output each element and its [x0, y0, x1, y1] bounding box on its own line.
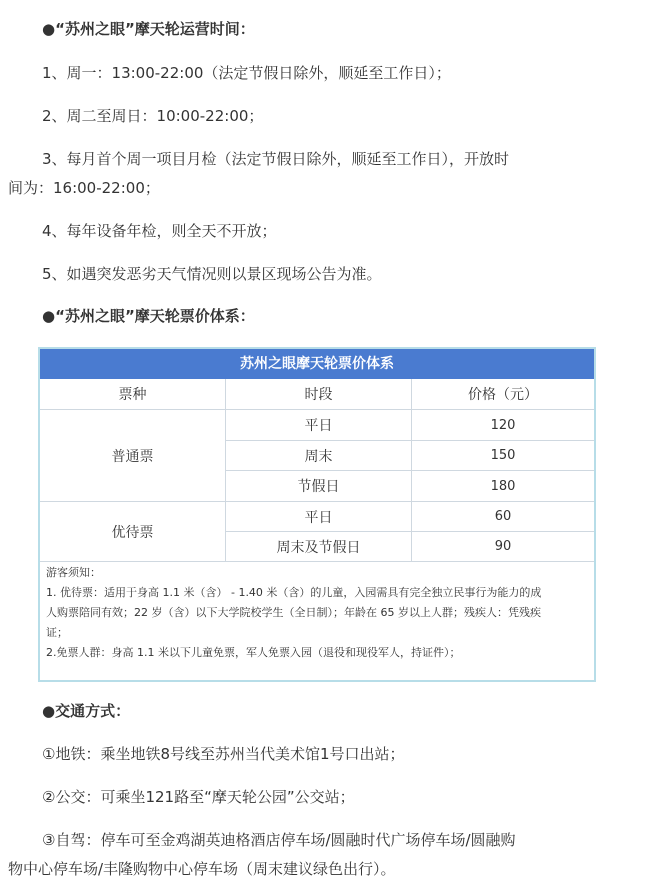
price-cell: 150 — [412, 441, 594, 471]
notes-line: 2.免票人群：身高 1.1 米以下儿童免票，军人免票入园（退役和现役军人，持证件）； — [46, 646, 461, 659]
hours-item-3-cont: 间为：16:00-22:00； — [8, 179, 160, 197]
ticket-type-regular: 普通票 — [40, 410, 226, 502]
section-heading-transport: ●交通方式： — [42, 702, 131, 720]
table-header-price: 价格（元） — [412, 379, 594, 410]
transport-item-bus: ②公交：可乘坐121路至“摩天轮公园”公交站； — [42, 788, 355, 806]
period-cell: 平日 — [226, 502, 412, 532]
transport-item-car-cont: 物中心停车场/丰隆购物中心停车场（周末建议绿色出行）。 — [8, 860, 396, 878]
table-header-period: 时段 — [226, 379, 412, 410]
ticket-price-table — [38, 347, 596, 682]
notes-line: 游客须知： — [46, 566, 101, 579]
section-heading-tickets: ●“苏州之眼”摩天轮票价体系： — [42, 307, 255, 325]
table-title: 苏州之眼摩天轮票价体系 — [40, 349, 594, 379]
period-cell: 节假日 — [226, 471, 412, 502]
notes-line: 1. 优待票：适用于身高 1.1 米（含） - 1.40 米（含）的儿童，入园需具有完全独立民事行为能力的成 — [46, 586, 542, 599]
notes-line: 证； — [46, 626, 68, 639]
price-cell: 120 — [412, 410, 594, 441]
transport-item-car: ③自驾：停车可至金鸡湖英迪格酒店停车场/圆融时代广场停车场/圆融购 — [42, 831, 516, 849]
price-cell: 90 — [412, 532, 594, 562]
notes-line: 人购票陪同有效；22 岁（含）以下大学院校学生（全日制）；年龄在 65 岁以上人群；残疾人：凭残疾 — [46, 606, 541, 619]
transport-item-metro: ①地铁：乘坐地铁8号线至苏州当代美术馆1号口出站； — [42, 745, 405, 763]
table-header-type: 票种 — [40, 379, 226, 410]
price-cell: 60 — [412, 502, 594, 532]
period-cell: 周末 — [226, 441, 412, 471]
period-cell: 周末及节假日 — [226, 532, 412, 562]
section-heading-hours: ●“苏州之眼”摩天轮运营时间： — [42, 20, 255, 38]
hours-item-1: 1、周一：13:00-22:00（法定节假日除外，顺延至工作日）； — [42, 64, 451, 82]
price-cell: 180 — [412, 471, 594, 502]
hours-item-5: 5、如遇突发恶劣天气情况则以景区现场公告为准。 — [42, 265, 382, 283]
ticket-type-discount: 优待票 — [40, 502, 226, 562]
hours-item-2: 2、周二至周日：10:00-22:00； — [42, 107, 264, 125]
hours-item-3: 3、每月首个周一项目月检（法定节假日除外，顺延至工作日），开放时 — [42, 150, 510, 168]
period-cell: 平日 — [226, 410, 412, 441]
hours-item-4: 4、每年设备年检，则全天不开放； — [42, 222, 277, 240]
visitor-notes — [46, 563, 590, 663]
